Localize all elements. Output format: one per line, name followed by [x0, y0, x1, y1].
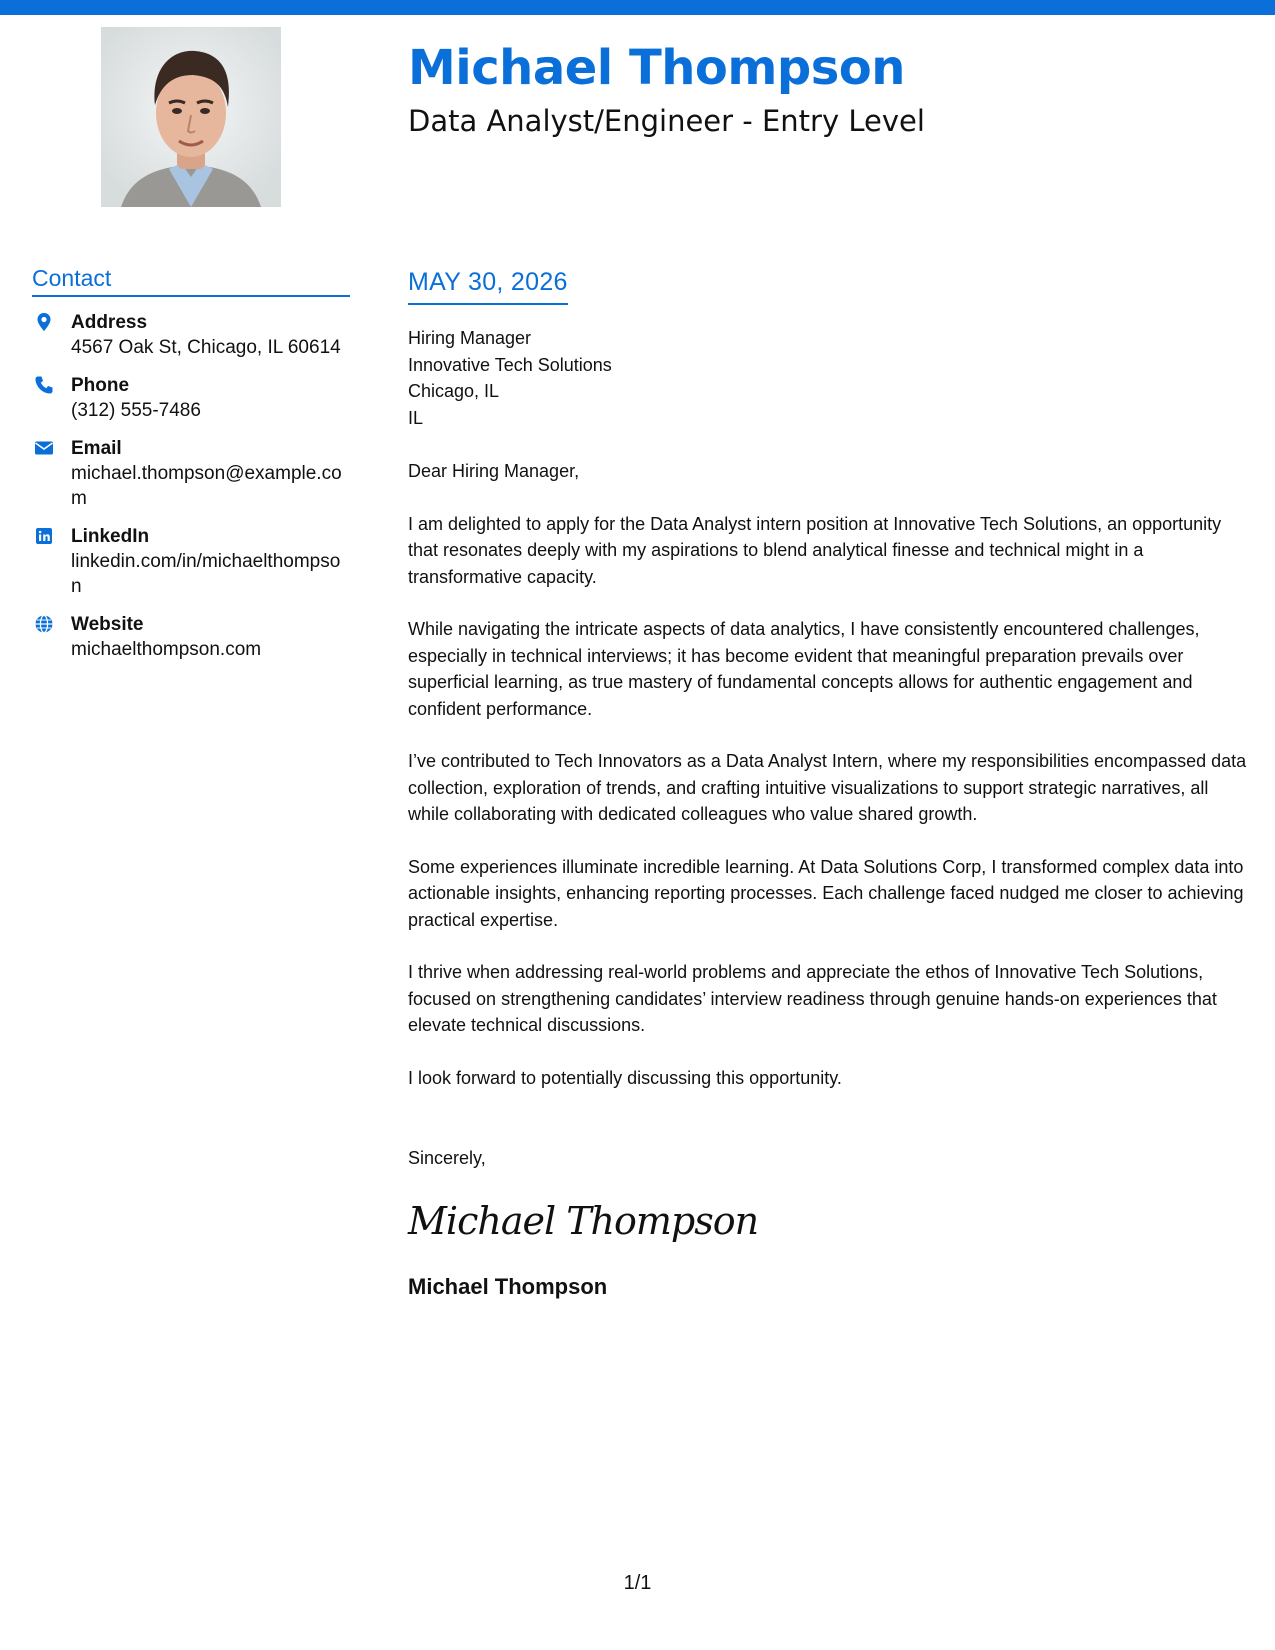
- contact-value-linkedin: linkedin.com/in/michaelthompson: [71, 551, 341, 597]
- email-icon: [34, 438, 54, 458]
- phone-icon: [34, 375, 54, 395]
- top-accent-bar: [0, 0, 1275, 15]
- job-title: Data Analyst/Engineer - Entry Level: [408, 104, 925, 138]
- contact-heading: Contact: [32, 265, 350, 297]
- globe-icon: [34, 614, 54, 634]
- recipient-line: IL: [408, 407, 424, 428]
- page-number: 1/1: [623, 1572, 652, 1594]
- recipient-line: Innovative Tech Solutions: [408, 354, 612, 375]
- signed-name: Michael Thompson: [408, 1273, 608, 1299]
- contact-value-address: 4567 Oak St, Chicago, IL 60614: [71, 337, 341, 358]
- paragraph: I thrive when addressing real-world problems and appreciate the ethos of Innovative Tech Solutions, focused on strengthening candidates’ interview readiness through genuine hands-on experiences that elevate technical discussions.: [408, 962, 1217, 1035]
- applicant-name: Michael Thompson: [408, 40, 905, 96]
- recipient-block: [408, 325, 1253, 431]
- profile-photo: [101, 27, 281, 207]
- contact-list: [32, 310, 350, 675]
- recipient-line: Hiring Manager: [408, 328, 532, 348]
- svg-text:Michael Thompson: Michael Thompson: [408, 1198, 759, 1243]
- contact-item-linkedin: [32, 524, 350, 599]
- contact-value-phone: (312) 555-7486: [71, 400, 201, 421]
- contact-item-phone: [32, 373, 350, 423]
- paragraph: I’ve contributed to Tech Innovators as a Data Analyst Intern, where my responsibilities encompassed data collection, exploration of trends, and crafting intuitive visualizations to support strategic narratives, all while collaborating with dedicated colleagues who value shared growth.: [408, 751, 1247, 824]
- contact-label: Website: [71, 614, 144, 635]
- recipient-line: Chicago, IL: [408, 381, 500, 401]
- contact-label: Phone: [71, 375, 130, 396]
- letter-date: MAY 30, 2026: [408, 268, 568, 305]
- handwritten-signature: [408, 1192, 759, 1252]
- greeting: Dear Hiring Manager,: [408, 461, 580, 481]
- contact-label: Address: [71, 312, 148, 333]
- contact-label: LinkedIn: [71, 526, 150, 547]
- paragraph: While navigating the intricate aspects of data analytics, I have consistently encountered challenges, especially in technical interviews; it has become evident that meaningful preparation prevails over superficial learning, as true mastery of fundamental concepts allows for authentic engagement and confident performance.: [408, 619, 1200, 719]
- paragraph: I am delighted to apply for the Data Analyst intern position at Innovative Tech Solutions, an opportunity that resonates deeply with my aspirations to blend analytical finesse and technical might in a transformative capacity.: [408, 513, 1222, 587]
- paragraph: Some experiences illuminate incredible learning. At Data Solutions Corp, I transformed complex data into actionable insights, enhancing reporting processes. Each challenge faced nudged me closer to achieving practical expertise.: [408, 856, 1244, 930]
- closing: Sincerely,: [408, 1148, 486, 1168]
- contact-value-email: michael.thompson@example.com: [71, 463, 342, 509]
- contact-item-address: [32, 310, 350, 360]
- contact-value-website: michaelthompson.com: [71, 639, 262, 660]
- linkedin-icon: [34, 526, 54, 546]
- contact-label: Email: [71, 438, 122, 459]
- contact-item-email: [32, 436, 350, 511]
- paragraph: I look forward to potentially discussing this opportunity.: [408, 1067, 842, 1088]
- contact-item-website: [32, 612, 350, 662]
- letter-body: [408, 268, 1253, 1300]
- map-pin-icon: [34, 312, 54, 332]
